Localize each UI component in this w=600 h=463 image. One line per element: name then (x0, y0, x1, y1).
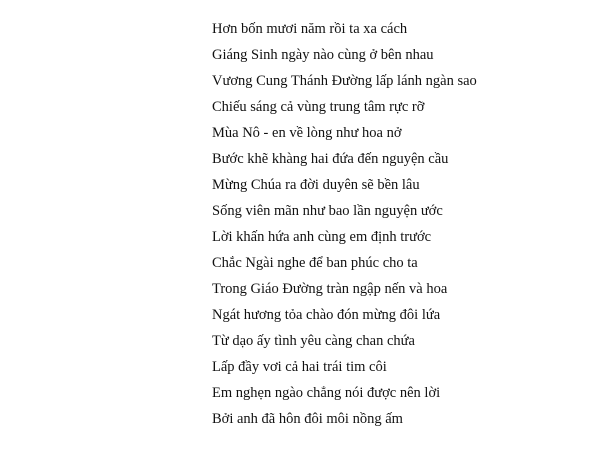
poem-line: Chắc Ngài nghe để ban phúc cho ta (212, 255, 418, 271)
poem-line: Mùa Nô - en về lòng như hoa nở (212, 125, 402, 141)
poem-line: Bởi anh đã hôn đôi môi nồng ấm (212, 411, 403, 427)
poem-line: Sống viên mãn như bao lần nguyện ước (212, 203, 443, 219)
poem-line: Lời khấn hứa anh cùng em định trước (212, 229, 432, 245)
poem-text (212, 20, 477, 436)
poem-line: Hơn bốn mươi năm rồi ta xa cách (212, 21, 408, 37)
poem-line: Giáng Sinh ngày nào cùng ở bên nhau (212, 47, 434, 63)
poem-line: Từ dạo ấy tình yêu càng chan chứa (212, 333, 415, 349)
poem-line: Mừng Chúa ra đời duyên sẽ bền lâu (212, 177, 420, 193)
poem-line: Vương Cung Thánh Đường lấp lánh ngàn sao (212, 73, 477, 89)
poem-line: Bước khẽ khàng hai đứa đến nguyện cầu (212, 151, 449, 167)
poem-line: Em nghẹn ngào chẳng nói được nên lời (212, 385, 441, 401)
poem-line: Trong Giáo Đường tràn ngập nến và hoa (212, 281, 448, 297)
poem-line: Chiếu sáng cả vùng trung tâm rực rỡ (212, 99, 425, 115)
poem-line: Ngát hương tỏa chào đón mừng đôi lứa (212, 307, 441, 323)
poem-line: Lấp đầy vơi cả hai trái tim côi (212, 359, 387, 375)
